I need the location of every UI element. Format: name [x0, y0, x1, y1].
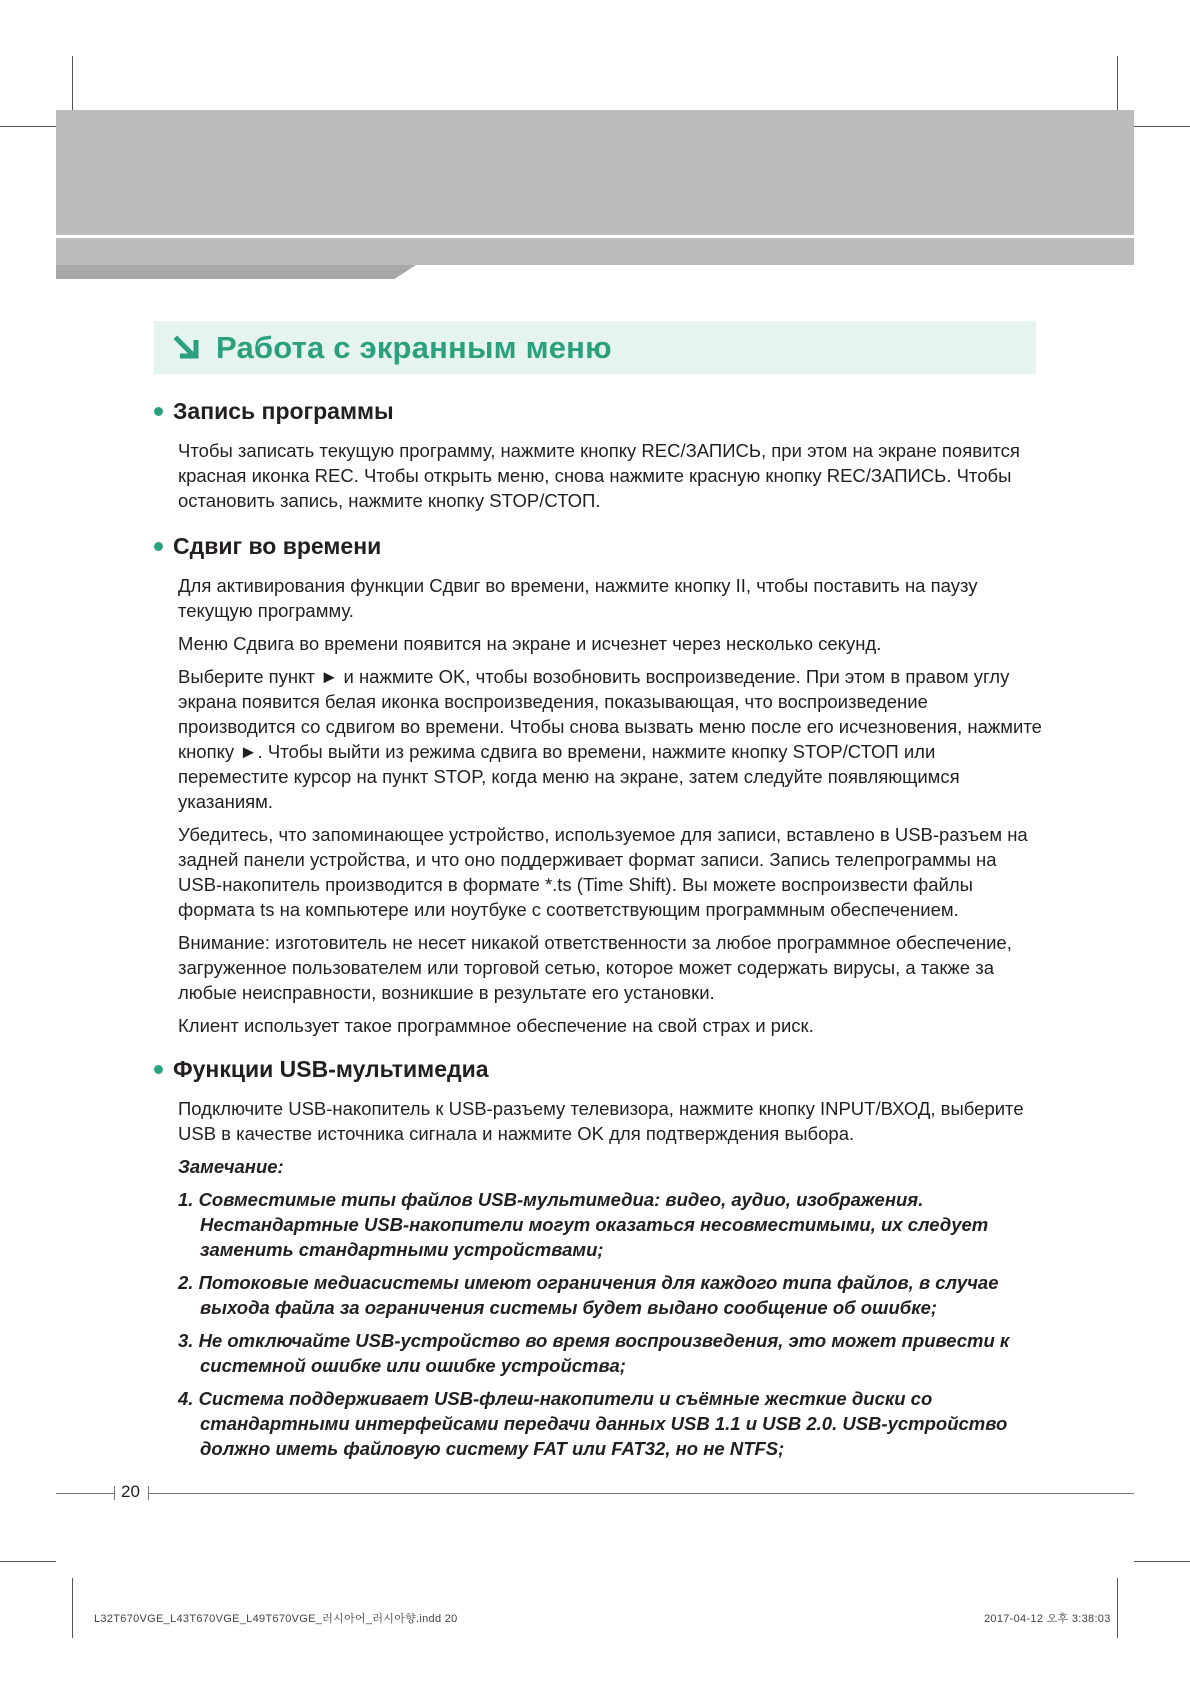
main-content: [154, 398, 1044, 1461]
header-tab: [56, 265, 416, 279]
crop-mark: [0, 126, 56, 127]
crop-mark: [72, 1578, 73, 1638]
print-slug-timestamp: 2017-04-12 오후 3:38:03: [984, 1613, 1111, 1625]
crop-mark: [1117, 1578, 1118, 1638]
rec-paragraph: Чтобы записать текущую программу, нажмите кнопку REC/ЗАПИСЬ, при этом на экране появится красная иконка REC. Чтобы открыть меню, снова нажмите красную кнопку REC/ЗАПИСЬ. Чтобы остановить запись, нажмите кнопку STOP/СТОП.: [178, 440, 1020, 511]
crop-mark: [1134, 126, 1190, 127]
bullet-icon: [154, 1065, 163, 1074]
print-slug-filename: L32T670VGE_L43T670VGE_L49T670VGE_러시아어_러시아향.indd 20: [94, 1613, 458, 1625]
timeshift-paragraph: Для активирования функции Сдвиг во времени, нажмите кнопку II, чтобы поставить на паузу текущую программу.: [178, 575, 978, 621]
heading-timeshift-text: Сдвиг во времени: [173, 533, 382, 559]
footer-tick: [114, 1486, 115, 1500]
footer-rule: [56, 1493, 114, 1494]
usb-paragraph: Подключите USB-накопитель к USB-разъему телевизора, нажмите кнопку INPUT/ВХОД, выберите USB в качестве источника сигнала и нажмите OK для подтверждения выбора.: [178, 1098, 1024, 1144]
note-title: Замечание:: [178, 1156, 284, 1177]
section-title: Работа с экранным меню: [216, 329, 612, 365]
footer-rule: [148, 1493, 1134, 1494]
heading-usb-text: Функции USB-мультимедиа: [173, 1056, 489, 1082]
crop-mark: [0, 1561, 56, 1562]
timeshift-paragraph: Внимание: изготовитель не несет никакой ответственности за любое программное обеспечение, загруженное пользователем или торговой сетью, которое может содержать вирусы, а также за любые неисправности, возникшие в результате его установки.: [178, 932, 1012, 1003]
section-title-bar: [154, 321, 1036, 374]
heading-timeshift: [154, 533, 1044, 560]
timeshift-paragraph: Клиент использует такое программное обеспечение на свой страх и риск.: [178, 1015, 814, 1036]
timeshift-paragraph: Меню Сдвига во времени появится на экране и исчезнет через несколько секунд.: [178, 633, 882, 654]
heading-rec: [154, 398, 1044, 425]
note-item: 4. Система поддерживает USB-флеш-накопители и съёмные жесткие диски со стандартными интерфейсами передачи данных USB 1.1 и USB 2.0. USB-устройство должно иметь файловую систему FAT или FAT32, но не NTFS;: [178, 1388, 1008, 1459]
note-item: 1. Совместимые типы файлов USB-мультимедиа: видео, аудио, изображения. Нестандартные USB-накопители могут оказаться несовместимыми, их следует заменить стандартными устройствами;: [178, 1189, 989, 1260]
header-strip: [56, 238, 1134, 265]
heading-usb: [154, 1056, 1044, 1083]
timeshift-paragraph: Выберите пункт ► и нажмите OK, чтобы возобновить воспроизведение. При этом в правом углу экрана появится белая иконка воспроизведения, показывающая, что воспроизведение производится со сдвигом во времени. Чтобы снова вызвать меню после его исчезновения, нажмите кнопку ►. Чтобы выйти из режима сдвига во времени, нажмите кнопку STOP/СТОП или переместите курсор на пункт STOP, когда меню на экране, затем следуйте появляющимся указаниям.: [178, 666, 1042, 812]
timeshift-paragraph: Убедитесь, что запоминающее устройство, используемое для записи, вставлено в USB-разъем на задней панели устройства, и что оно поддерживает формат записи. Запись телепрограммы на USB-накопитель производится в формате *.ts (Time Shift). Вы можете воспроизвести файлы формата ts на компьютере или ноутбуке с соответствующим программным обеспечением.: [178, 824, 1028, 920]
crop-mark: [1134, 1561, 1190, 1562]
note-item: 3. Не отключайте USB-устройство во время воспроизведения, это может привести к системной ошибке или ошибке устройства;: [178, 1330, 1010, 1376]
heading-rec-text: Запись программы: [173, 398, 394, 424]
bullet-icon: [154, 407, 163, 416]
page-number: 20: [121, 1482, 140, 1501]
bullet-icon: [154, 542, 163, 551]
note-item: 2. Потоковые медиасистемы имеют ограничения для каждого типа файлов, в случае выхода файла за ограничения системы будет выдано сообщение об ошибке;: [178, 1272, 999, 1318]
header-band: [56, 110, 1134, 235]
arrow-down-right-icon: [174, 334, 202, 362]
